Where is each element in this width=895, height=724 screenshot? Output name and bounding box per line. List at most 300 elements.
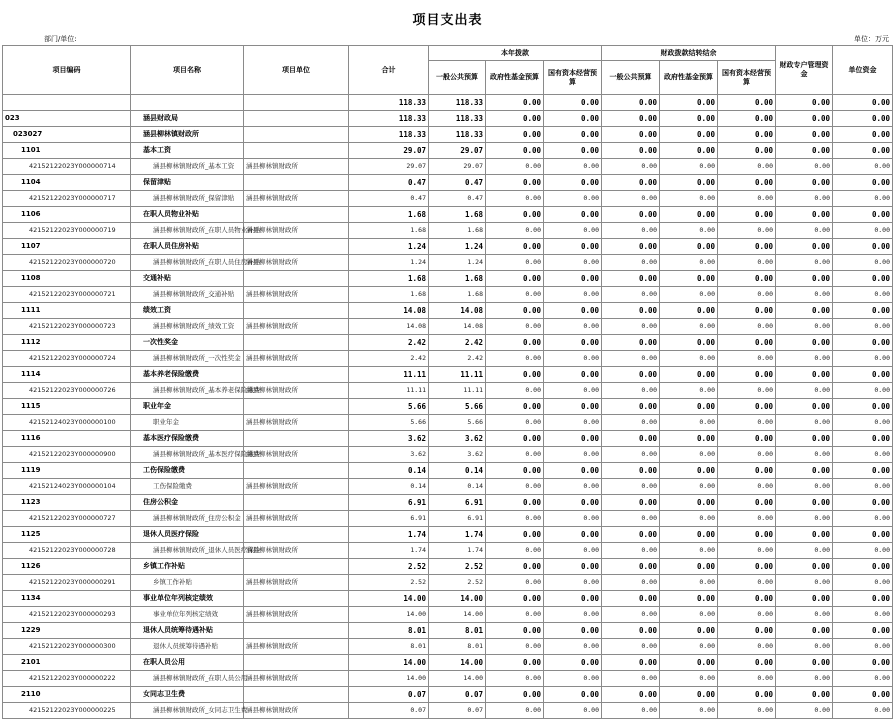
cell-gov-fund: 0.00 — [486, 351, 544, 367]
table-row — [3, 175, 893, 191]
cell-name: 涵县柳林镇财政所_保留津贴 — [131, 191, 244, 207]
cell-gov-fund: 0.00 — [486, 287, 544, 303]
cell-special: 0.00 — [776, 239, 833, 255]
cell-special: 0.00 — [776, 431, 833, 447]
table-row — [3, 351, 893, 367]
cell-code — [3, 95, 131, 111]
cell-carry-state-capital: 0.00 — [718, 303, 776, 319]
header-carry-gov-fund: 政府性基金预算 — [660, 61, 718, 95]
cell-total: 5.66 — [349, 399, 429, 415]
cell-total: 14.00 — [349, 591, 429, 607]
cell-name: 交通补贴 — [131, 271, 244, 287]
cell-total: 3.62 — [349, 431, 429, 447]
cell-carry-general: 0.00 — [602, 175, 660, 191]
cell-name: 乡镇工作补贴 — [131, 559, 244, 575]
cell-carry-gov-fund: 0.00 — [660, 639, 718, 655]
cell-state-capital: 0.00 — [544, 639, 602, 655]
cell-gov-fund: 0.00 — [486, 95, 544, 111]
cell-code: 1229 — [3, 623, 131, 639]
cell-carry-gov-fund: 0.00 — [660, 479, 718, 495]
cell-carry-general: 0.00 — [602, 495, 660, 511]
cell-own: 0.00 — [833, 367, 893, 383]
cell-own: 0.00 — [833, 127, 893, 143]
cell-general: 6.91 — [429, 511, 486, 527]
cell-carry-general: 0.00 — [602, 383, 660, 399]
cell-own: 0.00 — [833, 319, 893, 335]
table-row — [3, 687, 893, 703]
cell-general: 14.08 — [429, 303, 486, 319]
unit-label: 单位：万元 — [854, 35, 889, 43]
cell-gov-fund: 0.00 — [486, 319, 544, 335]
cell-carry-general: 0.00 — [602, 447, 660, 463]
cell-unit — [244, 687, 349, 703]
cell-unit — [244, 207, 349, 223]
cell-unit: 涵县柳林镇财政所 — [244, 671, 349, 687]
cell-gov-fund: 0.00 — [486, 639, 544, 655]
cell-general: 14.00 — [429, 607, 486, 623]
cell-gov-fund: 0.00 — [486, 447, 544, 463]
cell-carry-gov-fund: 0.00 — [660, 191, 718, 207]
cell-own: 0.00 — [833, 463, 893, 479]
cell-state-capital: 0.00 — [544, 191, 602, 207]
cell-carry-general: 0.00 — [602, 415, 660, 431]
cell-unit — [244, 495, 349, 511]
cell-special: 0.00 — [776, 207, 833, 223]
cell-own: 0.00 — [833, 495, 893, 511]
cell-name: 事业单位年列核定绩效 — [131, 591, 244, 607]
cell-gov-fund: 0.00 — [486, 335, 544, 351]
cell-gov-fund: 0.00 — [486, 127, 544, 143]
cell-carry-gov-fund: 0.00 — [660, 495, 718, 511]
table-row — [3, 335, 893, 351]
cell-state-capital: 0.00 — [544, 95, 602, 111]
cell-special: 0.00 — [776, 255, 833, 271]
cell-special: 0.00 — [776, 159, 833, 175]
cell-name: 涵县财政局 — [131, 111, 244, 127]
cell-unit — [244, 591, 349, 607]
cell-total: 8.01 — [349, 623, 429, 639]
cell-carry-general: 0.00 — [602, 255, 660, 271]
cell-own: 0.00 — [833, 511, 893, 527]
cell-special: 0.00 — [776, 351, 833, 367]
cell-special: 0.00 — [776, 95, 833, 111]
table-row — [3, 607, 893, 623]
cell-gov-fund: 0.00 — [486, 223, 544, 239]
cell-gov-fund: 0.00 — [486, 159, 544, 175]
cell-total: 1.68 — [349, 207, 429, 223]
cell-own: 0.00 — [833, 543, 893, 559]
cell-unit: 涵县柳林镇财政所 — [244, 479, 349, 495]
cell-special: 0.00 — [776, 543, 833, 559]
cell-total: 8.01 — [349, 639, 429, 655]
cell-special: 0.00 — [776, 703, 833, 719]
cell-code: 2110 — [3, 687, 131, 703]
cell-carry-gov-fund: 0.00 — [660, 399, 718, 415]
cell-total: 14.00 — [349, 671, 429, 687]
cell-carry-gov-fund: 0.00 — [660, 175, 718, 191]
cell-carry-state-capital: 0.00 — [718, 127, 776, 143]
cell-state-capital: 0.00 — [544, 143, 602, 159]
cell-special: 0.00 — [776, 335, 833, 351]
cell-special: 0.00 — [776, 287, 833, 303]
cell-name: 保留津贴 — [131, 175, 244, 191]
cell-total: 118.33 — [349, 127, 429, 143]
table-row — [3, 479, 893, 495]
cell-name: 在职人员物业补贴 — [131, 207, 244, 223]
cell-total: 1.68 — [349, 271, 429, 287]
table-row — [3, 239, 893, 255]
cell-name: 事业单位年列核定绩效 — [131, 607, 244, 623]
cell-code: 42152122023Y000000721 — [3, 287, 131, 303]
cell-name: 工伤保险缴费 — [131, 463, 244, 479]
cell-total: 2.52 — [349, 575, 429, 591]
table-row — [3, 527, 893, 543]
cell-carry-state-capital: 0.00 — [718, 703, 776, 719]
header-special: 财政专户管理资金 — [776, 46, 833, 95]
cell-carry-general: 0.00 — [602, 335, 660, 351]
cell-carry-state-capital: 0.00 — [718, 415, 776, 431]
cell-carry-gov-fund: 0.00 — [660, 255, 718, 271]
cell-unit: 涵县柳林镇财政所 — [244, 511, 349, 527]
cell-state-capital: 0.00 — [544, 575, 602, 591]
cell-special: 0.00 — [776, 175, 833, 191]
cell-total: 11.11 — [349, 367, 429, 383]
cell-state-capital: 0.00 — [544, 351, 602, 367]
cell-carry-general: 0.00 — [602, 655, 660, 671]
header-total: 合计 — [349, 46, 429, 95]
cell-name: 退休人员医疗保险 — [131, 527, 244, 543]
cell-own: 0.00 — [833, 479, 893, 495]
cell-carry-state-capital: 0.00 — [718, 255, 776, 271]
project-expenditure-table — [2, 45, 893, 719]
cell-total: 2.42 — [349, 351, 429, 367]
cell-name: 基本养老保险缴费 — [131, 367, 244, 383]
cell-gov-fund: 0.00 — [486, 511, 544, 527]
cell-carry-state-capital: 0.00 — [718, 447, 776, 463]
cell-carry-general: 0.00 — [602, 463, 660, 479]
table-row — [3, 671, 893, 687]
table-row — [3, 623, 893, 639]
cell-special: 0.00 — [776, 223, 833, 239]
cell-carry-general: 0.00 — [602, 671, 660, 687]
cell-gov-fund: 0.00 — [486, 431, 544, 447]
cell-state-capital: 0.00 — [544, 319, 602, 335]
cell-special: 0.00 — [776, 495, 833, 511]
cell-gov-fund: 0.00 — [486, 303, 544, 319]
cell-carry-gov-fund: 0.00 — [660, 159, 718, 175]
cell-name: 涵县柳林镇财政所 — [131, 127, 244, 143]
cell-gov-fund: 0.00 — [486, 383, 544, 399]
cell-own: 0.00 — [833, 399, 893, 415]
header-code: 项目编码 — [3, 46, 131, 95]
cell-name: 基本工资 — [131, 143, 244, 159]
cell-special: 0.00 — [776, 463, 833, 479]
cell-state-capital: 0.00 — [544, 111, 602, 127]
cell-state-capital: 0.00 — [544, 223, 602, 239]
cell-general: 14.08 — [429, 319, 486, 335]
department-label: 部门/单位: — [44, 35, 77, 43]
table-row — [3, 399, 893, 415]
cell-special: 0.00 — [776, 399, 833, 415]
cell-carry-gov-fund: 0.00 — [660, 447, 718, 463]
cell-state-capital: 0.00 — [544, 399, 602, 415]
cell-carry-state-capital: 0.00 — [718, 351, 776, 367]
cell-name: 涵县柳林镇财政所_退休人员医疗保险 — [131, 543, 244, 559]
cell-unit — [244, 95, 349, 111]
table-row — [3, 703, 893, 719]
table-row — [3, 127, 893, 143]
cell-name: 涵县柳林镇财政所_交通补贴 — [131, 287, 244, 303]
cell-unit — [244, 559, 349, 575]
cell-name: 涵县柳林镇财政所_绩效工资 — [131, 319, 244, 335]
cell-special: 0.00 — [776, 191, 833, 207]
table-row — [3, 511, 893, 527]
cell-gov-fund: 0.00 — [486, 271, 544, 287]
cell-general: 14.00 — [429, 671, 486, 687]
cell-carry-state-capital: 0.00 — [718, 559, 776, 575]
cell-carry-state-capital: 0.00 — [718, 687, 776, 703]
cell-gov-fund: 0.00 — [486, 239, 544, 255]
cell-unit — [244, 111, 349, 127]
cell-own: 0.00 — [833, 111, 893, 127]
table-row — [3, 591, 893, 607]
cell-total: 0.07 — [349, 687, 429, 703]
cell-own: 0.00 — [833, 159, 893, 175]
cell-state-capital: 0.00 — [544, 607, 602, 623]
cell-name: 工伤保险缴费 — [131, 479, 244, 495]
cell-general: 1.24 — [429, 255, 486, 271]
cell-name: 涵县柳林镇财政所_基本工资 — [131, 159, 244, 175]
cell-total: 14.08 — [349, 319, 429, 335]
table-row — [3, 191, 893, 207]
cell-code: 1107 — [3, 239, 131, 255]
cell-general: 14.00 — [429, 591, 486, 607]
cell-carry-general: 0.00 — [602, 559, 660, 575]
cell-total: 0.14 — [349, 479, 429, 495]
cell-gov-fund: 0.00 — [486, 687, 544, 703]
cell-special: 0.00 — [776, 511, 833, 527]
cell-special: 0.00 — [776, 271, 833, 287]
cell-carry-gov-fund: 0.00 — [660, 575, 718, 591]
cell-gov-fund: 0.00 — [486, 607, 544, 623]
cell-general: 6.91 — [429, 495, 486, 511]
cell-unit — [244, 127, 349, 143]
cell-carry-state-capital: 0.00 — [718, 335, 776, 351]
cell-total: 6.91 — [349, 495, 429, 511]
cell-unit — [244, 463, 349, 479]
cell-state-capital: 0.00 — [544, 671, 602, 687]
cell-code: 1104 — [3, 175, 131, 191]
cell-carry-gov-fund: 0.00 — [660, 671, 718, 687]
cell-general: 0.14 — [429, 463, 486, 479]
cell-carry-general: 0.00 — [602, 543, 660, 559]
cell-carry-gov-fund: 0.00 — [660, 607, 718, 623]
report-title: 项目支出表 — [412, 13, 483, 28]
cell-unit: 涵县柳林镇财政所 — [244, 319, 349, 335]
header-state-capital: 国有资本经营预算 — [544, 61, 602, 95]
cell-own: 0.00 — [833, 351, 893, 367]
table-row — [3, 255, 893, 271]
table-row — [3, 143, 893, 159]
table-row — [3, 559, 893, 575]
cell-carry-gov-fund: 0.00 — [660, 463, 718, 479]
cell-state-capital: 0.00 — [544, 127, 602, 143]
cell-general: 1.68 — [429, 223, 486, 239]
cell-unit — [244, 367, 349, 383]
cell-own: 0.00 — [833, 143, 893, 159]
cell-carry-general: 0.00 — [602, 319, 660, 335]
cell-carry-general: 0.00 — [602, 479, 660, 495]
cell-name: 乡镇工作补贴 — [131, 575, 244, 591]
cell-own: 0.00 — [833, 623, 893, 639]
cell-state-capital: 0.00 — [544, 367, 602, 383]
cell-own: 0.00 — [833, 655, 893, 671]
cell-code: 1115 — [3, 399, 131, 415]
cell-carry-state-capital: 0.00 — [718, 191, 776, 207]
cell-own: 0.00 — [833, 303, 893, 319]
cell-code: 1106 — [3, 207, 131, 223]
cell-general: 0.07 — [429, 703, 486, 719]
cell-code: 42152122023Y000000900 — [3, 447, 131, 463]
cell-state-capital: 0.00 — [544, 703, 602, 719]
cell-unit: 涵县柳林镇财政所 — [244, 639, 349, 655]
cell-name: 涵县柳林镇财政所_女同志卫生费 — [131, 703, 244, 719]
cell-carry-gov-fund: 0.00 — [660, 559, 718, 575]
cell-unit: 涵县柳林镇财政所 — [244, 383, 349, 399]
cell-general: 1.74 — [429, 543, 486, 559]
cell-state-capital: 0.00 — [544, 255, 602, 271]
cell-carry-state-capital: 0.00 — [718, 239, 776, 255]
cell-gov-fund: 0.00 — [486, 399, 544, 415]
cell-general: 2.42 — [429, 335, 486, 351]
cell-total: 14.00 — [349, 655, 429, 671]
cell-general: 5.66 — [429, 399, 486, 415]
cell-code: 42152122023Y000000291 — [3, 575, 131, 591]
cell-total: 0.47 — [349, 191, 429, 207]
cell-carry-general: 0.00 — [602, 191, 660, 207]
cell-unit — [244, 399, 349, 415]
cell-unit: 涵县柳林镇财政所 — [244, 191, 349, 207]
cell-carry-general: 0.00 — [602, 367, 660, 383]
cell-state-capital: 0.00 — [544, 655, 602, 671]
cell-gov-fund: 0.00 — [486, 527, 544, 543]
cell-carry-general: 0.00 — [602, 639, 660, 655]
cell-gov-fund: 0.00 — [486, 559, 544, 575]
table-row — [3, 223, 893, 239]
cell-general: 29.07 — [429, 143, 486, 159]
cell-carry-gov-fund: 0.00 — [660, 383, 718, 399]
cell-carry-state-capital: 0.00 — [718, 287, 776, 303]
cell-state-capital: 0.00 — [544, 495, 602, 511]
cell-carry-state-capital: 0.00 — [718, 111, 776, 127]
cell-general: 5.66 — [429, 415, 486, 431]
cell-own: 0.00 — [833, 191, 893, 207]
cell-carry-gov-fund: 0.00 — [660, 431, 718, 447]
cell-gov-fund: 0.00 — [486, 671, 544, 687]
cell-gov-fund: 0.00 — [486, 175, 544, 191]
cell-carry-general: 0.00 — [602, 703, 660, 719]
cell-gov-fund: 0.00 — [486, 143, 544, 159]
cell-state-capital: 0.00 — [544, 591, 602, 607]
cell-state-capital: 0.00 — [544, 463, 602, 479]
cell-general: 2.42 — [429, 351, 486, 367]
cell-carry-gov-fund: 0.00 — [660, 527, 718, 543]
cell-name: 女同志卫生费 — [131, 687, 244, 703]
cell-code: 42152124023Y000000100 — [3, 415, 131, 431]
cell-total: 1.74 — [349, 527, 429, 543]
cell-carry-general: 0.00 — [602, 127, 660, 143]
cell-unit — [244, 303, 349, 319]
cell-unit — [244, 239, 349, 255]
cell-unit — [244, 335, 349, 351]
cell-code: 1111 — [3, 303, 131, 319]
cell-code: 023 — [3, 111, 131, 127]
cell-state-capital: 0.00 — [544, 303, 602, 319]
cell-own: 0.00 — [833, 607, 893, 623]
cell-unit: 涵县柳林镇财政所 — [244, 607, 349, 623]
cell-general: 1.74 — [429, 527, 486, 543]
header-own: 单位资金 — [833, 46, 893, 95]
cell-special: 0.00 — [776, 671, 833, 687]
cell-special: 0.00 — [776, 303, 833, 319]
cell-carry-state-capital: 0.00 — [718, 143, 776, 159]
cell-carry-state-capital: 0.00 — [718, 527, 776, 543]
cell-gov-fund: 0.00 — [486, 623, 544, 639]
cell-own: 0.00 — [833, 335, 893, 351]
cell-name: 涵县柳林镇财政所_一次性奖金 — [131, 351, 244, 367]
cell-carry-general: 0.00 — [602, 223, 660, 239]
cell-carry-state-capital: 0.00 — [718, 399, 776, 415]
cell-carry-general: 0.00 — [602, 399, 660, 415]
table-row — [3, 207, 893, 223]
cell-carry-gov-fund: 0.00 — [660, 319, 718, 335]
cell-gov-fund: 0.00 — [486, 479, 544, 495]
cell-carry-gov-fund: 0.00 — [660, 415, 718, 431]
cell-total: 2.42 — [349, 335, 429, 351]
cell-carry-state-capital: 0.00 — [718, 671, 776, 687]
cell-carry-gov-fund: 0.00 — [660, 655, 718, 671]
header-gov-fund: 政府性基金预算 — [486, 61, 544, 95]
table-row — [3, 95, 893, 111]
cell-total: 5.66 — [349, 415, 429, 431]
cell-name — [131, 95, 244, 111]
cell-total: 14.08 — [349, 303, 429, 319]
cell-code: 42152124023Y000000104 — [3, 479, 131, 495]
cell-special: 0.00 — [776, 367, 833, 383]
cell-state-capital: 0.00 — [544, 447, 602, 463]
cell-code: 1116 — [3, 431, 131, 447]
cell-own: 0.00 — [833, 255, 893, 271]
cell-state-capital: 0.00 — [544, 479, 602, 495]
cell-unit: 涵县柳林镇财政所 — [244, 255, 349, 271]
cell-carry-state-capital: 0.00 — [718, 383, 776, 399]
table-row — [3, 415, 893, 431]
cell-name: 涵县柳林镇财政所_在职人员住房补贴 — [131, 255, 244, 271]
cell-carry-general: 0.00 — [602, 207, 660, 223]
cell-gov-fund: 0.00 — [486, 655, 544, 671]
cell-general: 0.07 — [429, 687, 486, 703]
cell-general: 29.07 — [429, 159, 486, 175]
cell-gov-fund: 0.00 — [486, 255, 544, 271]
table-row — [3, 543, 893, 559]
table-row — [3, 271, 893, 287]
header-carry-general: 一般公共预算 — [602, 61, 660, 95]
cell-carry-state-capital: 0.00 — [718, 367, 776, 383]
cell-special: 0.00 — [776, 623, 833, 639]
cell-special: 0.00 — [776, 639, 833, 655]
cell-code: 42152122023Y000000717 — [3, 191, 131, 207]
cell-unit: 涵县柳林镇财政所 — [244, 223, 349, 239]
